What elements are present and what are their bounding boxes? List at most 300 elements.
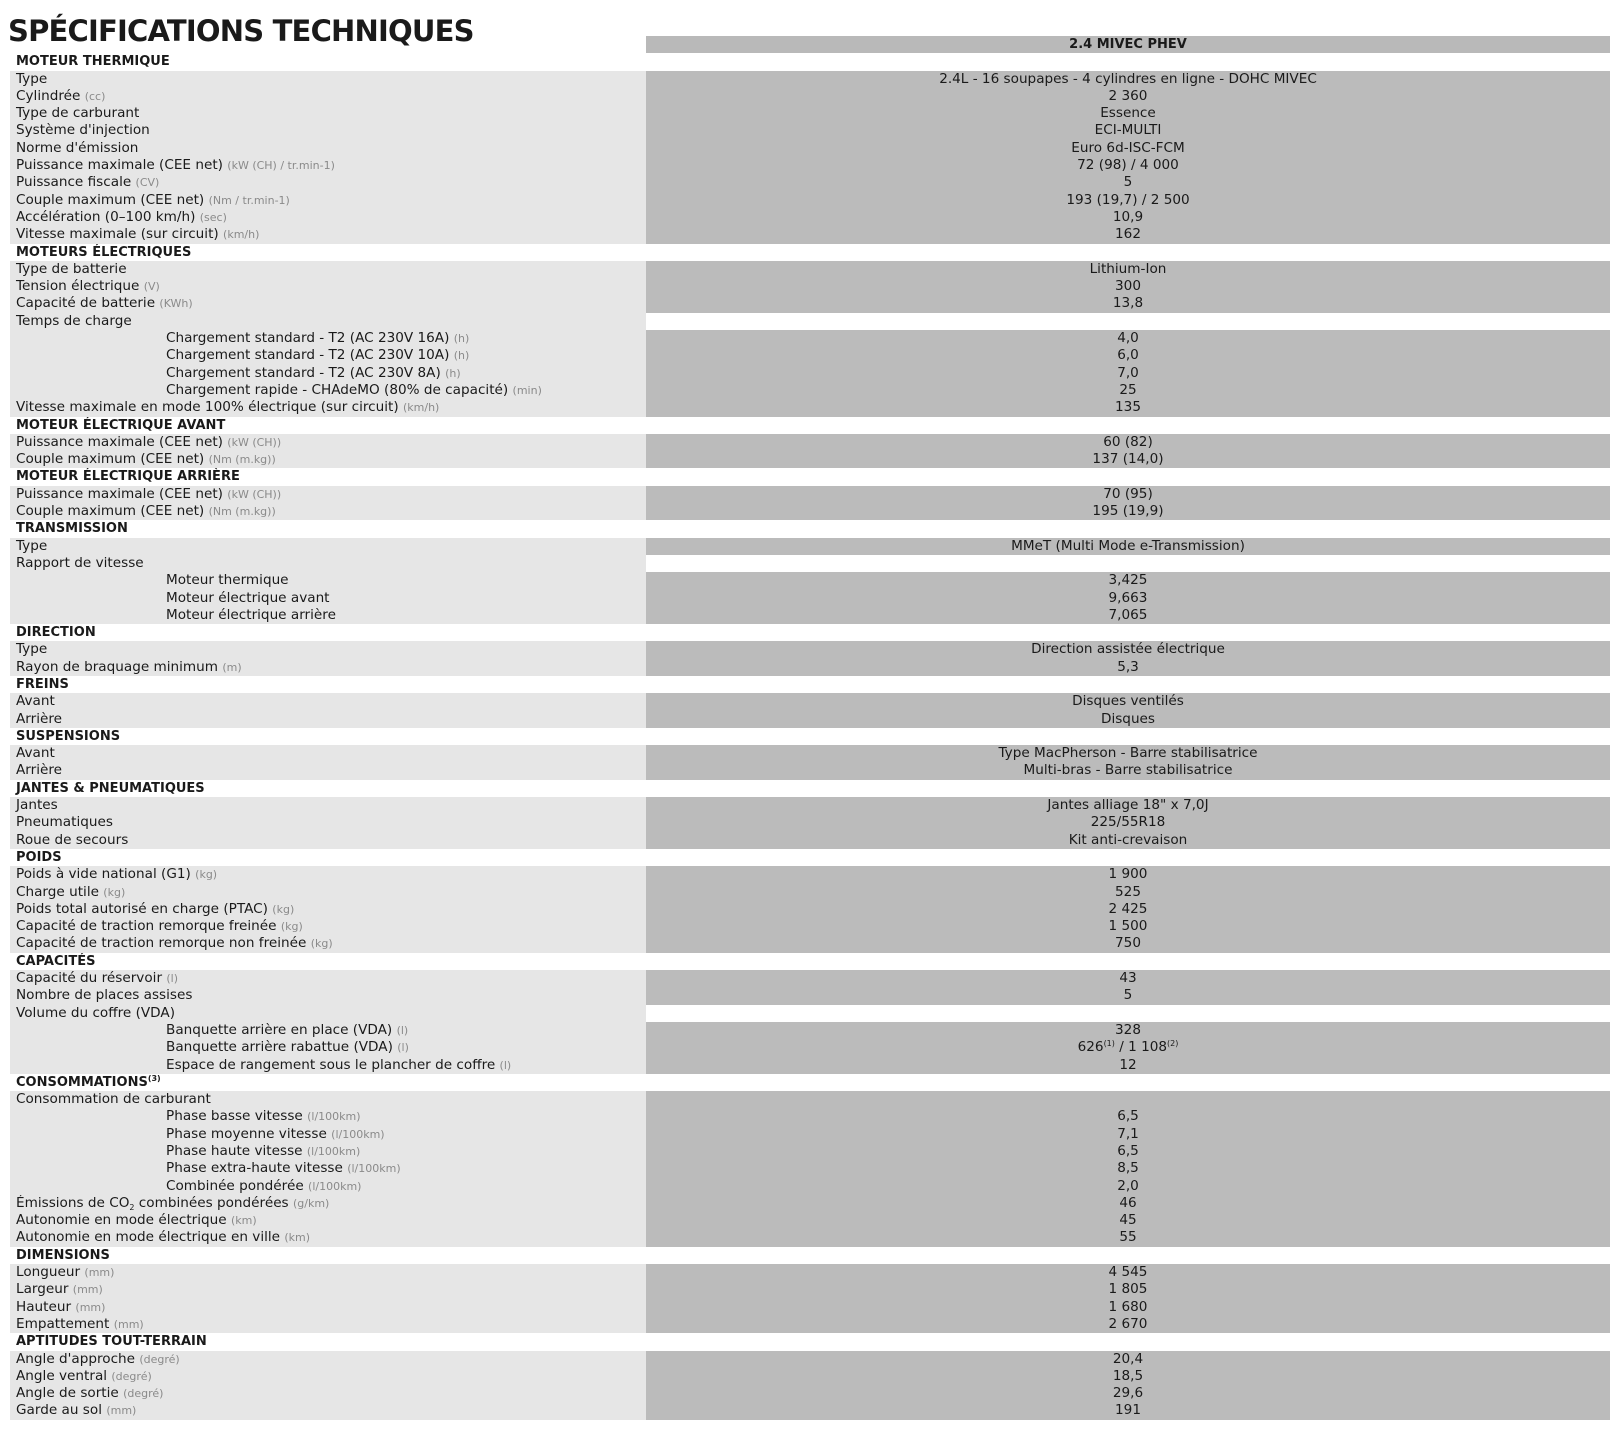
spec-label-text: Chargement rapide - CHAdeMO (80% de capacité)	[166, 381, 509, 398]
section-heading	[10, 953, 1610, 970]
section-label	[10, 53, 646, 70]
spec-value-text: 55	[1119, 1229, 1137, 1246]
spec-row	[10, 935, 1610, 952]
section-label	[10, 676, 646, 693]
spec-label	[10, 451, 646, 468]
spec-value-text: 3,425	[1108, 572, 1148, 589]
spec-value	[646, 1212, 1610, 1229]
spec-label	[10, 140, 646, 157]
spec-row	[10, 71, 1610, 88]
spec-row	[10, 1229, 1610, 1246]
spec-value-text: Essence	[1100, 105, 1156, 122]
spec-value-text: 7,065	[1108, 606, 1148, 623]
spec-label	[10, 572, 646, 589]
spec-row	[10, 762, 1610, 779]
spec-value	[646, 1143, 1610, 1160]
spec-label-text: Phase haute vitesse	[166, 1143, 303, 1159]
spec-label-text: Type de carburant	[16, 105, 140, 122]
spec-row	[10, 797, 1610, 814]
spec-value	[646, 901, 1610, 918]
spec-value-text: 5	[1123, 174, 1133, 191]
spec-row	[10, 105, 1610, 122]
section-title: MOTEUR ÉLECTRIQUE AVANT	[16, 417, 226, 433]
spec-row	[10, 884, 1610, 901]
section-heading	[10, 244, 1610, 261]
spec-label	[10, 866, 646, 883]
unit-label: (g/km)	[292, 1196, 330, 1210]
spec-label	[10, 745, 646, 762]
spec-value-text: 2.4L - 16 soupapes - 4 cylindres en ligne - DOHC MIVEC	[939, 70, 1317, 87]
spec-value-text: 43	[1119, 970, 1137, 987]
spec-value	[646, 693, 1610, 710]
spec-label-text: Roue de secours	[16, 831, 129, 848]
spec-row	[10, 572, 1610, 589]
spec-row	[10, 503, 1610, 520]
unit-label: (l)	[499, 1058, 512, 1072]
spec-value	[646, 1160, 1610, 1177]
spec-value	[646, 745, 1610, 762]
spec-row	[10, 1212, 1610, 1229]
spec-label-text: Capacité de traction remorque freinée	[16, 918, 277, 935]
spec-label-text: Rayon de braquage minimum	[16, 658, 219, 675]
unit-label: (km/h)	[223, 228, 260, 242]
spec-value-text: 191	[1115, 1402, 1141, 1419]
spec-value-text: 5,3	[1117, 658, 1139, 675]
spec-value-text: 10,9	[1112, 208, 1144, 225]
spec-value-text: 4 545	[1108, 1264, 1148, 1281]
spec-value-text: 626	[1077, 1039, 1104, 1056]
spec-value-text: Disques ventilés	[1072, 693, 1184, 710]
spec-row	[10, 641, 1610, 658]
spec-value-text: Disques	[1100, 710, 1156, 727]
spec-label-text: Système d'injection	[16, 122, 150, 139]
spec-value-text: 7,0	[1117, 364, 1139, 381]
spec-label-text: Largeur	[16, 1281, 69, 1298]
unit-label: (kg)	[272, 902, 295, 916]
spec-label-text: Puissance maximale (CEE net)	[16, 433, 223, 450]
spec-value	[646, 572, 1610, 589]
spec-row	[10, 1351, 1610, 1368]
spec-value-text: ECI-MULTI	[1094, 122, 1162, 139]
spec-label-text: combinées pondérées	[134, 1194, 289, 1211]
section-title: POIDS	[16, 849, 62, 865]
spec-label	[10, 832, 646, 849]
spec-value-text: Euro 6d-ISC-FCM	[1071, 139, 1185, 156]
unit-label: (kW (CH))	[227, 435, 282, 449]
footnote-ref: (2)	[1167, 1039, 1179, 1049]
spec-value	[646, 607, 1610, 624]
spec-row	[10, 555, 1610, 572]
spec-value	[646, 451, 1610, 468]
spec-row	[10, 1402, 1610, 1419]
spec-row	[10, 122, 1610, 139]
spec-value	[646, 192, 1610, 209]
spec-label	[10, 399, 646, 416]
spec-row	[10, 711, 1610, 728]
spec-value	[646, 1057, 1610, 1074]
spec-value-text: 328	[1115, 1021, 1141, 1038]
spec-row	[10, 607, 1610, 624]
spec-value	[646, 1281, 1610, 1298]
spec-value-text: 193 (19,7) / 2 500	[1066, 191, 1190, 208]
unit-label: (Nm (m.kg))	[208, 453, 276, 467]
spec-value-text: 137 (14,0)	[1092, 451, 1164, 468]
spec-label-text: Moteur thermique	[166, 572, 289, 589]
spec-value	[646, 659, 1610, 676]
section-heading	[10, 1333, 1610, 1350]
spec-value	[646, 762, 1610, 779]
spec-label	[10, 1212, 646, 1229]
spec-row	[10, 1022, 1610, 1039]
unit-label: (kW (CH) / tr.min-1)	[227, 159, 335, 173]
section-spacer	[646, 520, 1610, 537]
section-title: TRANSMISSION	[16, 521, 128, 537]
spec-label-text: Angle de sortie	[16, 1385, 119, 1402]
spec-value-text: 18,5	[1112, 1367, 1144, 1384]
spec-value	[646, 122, 1610, 139]
spec-label	[10, 382, 646, 399]
spec-label-text: Banquette arrière en place (VDA)	[166, 1021, 393, 1038]
spec-label-text: Charge utile	[16, 883, 99, 900]
spec-value-text: 1 500	[1108, 918, 1148, 935]
spec-label	[10, 71, 646, 88]
spec-row	[10, 1057, 1610, 1074]
unit-label: (kW (CH))	[227, 487, 282, 501]
section-spacer	[646, 468, 1610, 485]
spec-label-text: Tension électrique	[16, 278, 140, 295]
spec-value	[646, 590, 1610, 607]
spec-label	[10, 1195, 646, 1212]
spec-value	[646, 1264, 1610, 1281]
spec-label	[10, 797, 646, 814]
section-heading	[10, 468, 1610, 485]
spec-label	[10, 590, 646, 607]
section-title: MOTEUR THERMIQUE	[16, 54, 170, 70]
spec-label	[10, 434, 646, 451]
unit-label: (l)	[397, 1041, 409, 1055]
spec-row	[10, 1091, 1610, 1108]
unit-label: (min)	[512, 383, 542, 397]
spec-value	[646, 486, 1610, 503]
spec-label	[10, 1385, 646, 1402]
spec-label-text: Jantes	[16, 797, 58, 814]
spec-value	[646, 918, 1610, 935]
spec-value	[646, 503, 1610, 520]
spec-value	[646, 209, 1610, 226]
spec-row	[10, 590, 1610, 607]
spec-row	[10, 1385, 1610, 1402]
spec-label	[10, 1057, 646, 1074]
spec-label-text: Émissions de CO	[16, 1194, 130, 1211]
spec-value	[646, 365, 1610, 382]
spec-row	[10, 987, 1610, 1004]
section-label	[10, 849, 646, 866]
spec-label	[10, 659, 646, 676]
spec-label	[10, 555, 646, 572]
section-label	[10, 244, 646, 261]
spec-value-text: 195 (19,9)	[1092, 503, 1164, 520]
spec-label	[10, 1005, 646, 1022]
section-label	[10, 1333, 646, 1350]
subscript: 2	[129, 1202, 135, 1212]
spec-value	[646, 226, 1610, 243]
spec-row	[10, 901, 1610, 918]
spec-label-text: Capacité de batterie	[16, 295, 156, 312]
spec-label-text: Empattement	[16, 1315, 110, 1332]
section-label	[10, 624, 646, 641]
section-label	[10, 520, 646, 537]
section-label	[10, 1247, 646, 1264]
spec-value-text: 8,5	[1117, 1160, 1139, 1177]
spec-row	[10, 365, 1610, 382]
spec-value	[646, 1229, 1610, 1246]
spec-label	[10, 486, 646, 503]
spec-value-text: 12	[1119, 1056, 1137, 1073]
spec-label	[10, 884, 646, 901]
section-label	[10, 728, 646, 745]
spec-row	[10, 866, 1610, 883]
spec-label	[10, 1281, 646, 1298]
spec-value-text: 2 425	[1108, 900, 1148, 917]
spec-row	[10, 1178, 1610, 1195]
unit-label: (mm)	[72, 1283, 103, 1297]
spec-label	[10, 192, 646, 209]
spec-value	[646, 555, 1610, 572]
spec-row	[10, 1160, 1610, 1177]
spec-value-text: 225/55R18	[1090, 814, 1166, 831]
spec-value	[646, 987, 1610, 1004]
section-spacer	[646, 849, 1610, 866]
spec-label	[10, 1160, 646, 1177]
spec-row	[10, 140, 1610, 157]
spec-value	[646, 1402, 1610, 1419]
unit-label: (km/h)	[402, 401, 440, 415]
spec-value	[646, 1091, 1610, 1108]
spec-value-text: 2,0	[1117, 1177, 1139, 1194]
spec-label-text: Moteur électrique arrière	[166, 606, 336, 623]
spec-row	[10, 399, 1610, 416]
section-spacer	[646, 676, 1610, 693]
spec-value	[646, 538, 1610, 555]
spec-row	[10, 261, 1610, 278]
unit-label: (m)	[222, 660, 242, 674]
unit-label: (cc)	[84, 89, 106, 103]
spec-row	[10, 538, 1610, 555]
spec-row	[10, 832, 1610, 849]
spec-label-text: Pneumatiques	[16, 814, 113, 831]
section-spacer	[646, 728, 1610, 745]
spec-value	[646, 88, 1610, 105]
spec-label	[10, 261, 646, 278]
unit-label: (h)	[453, 349, 470, 363]
spec-value-text: Lithium-Ion	[1089, 260, 1167, 277]
spec-label	[10, 278, 646, 295]
section-heading	[10, 624, 1610, 641]
unit-label: (l/100km)	[331, 1127, 385, 1141]
unit-label: (l/100km)	[306, 1145, 361, 1158]
spec-value	[646, 313, 1610, 330]
spec-label-text: Moteur électrique avant	[166, 589, 330, 606]
spec-label-text: Accélération (0–100 km/h)	[16, 208, 196, 225]
spec-label	[10, 538, 646, 555]
spec-label-text: Poids à vide national (G1)	[16, 866, 191, 883]
spec-label	[10, 1143, 646, 1160]
unit-label: (mm)	[75, 1300, 106, 1314]
spec-row	[10, 209, 1610, 226]
spec-label	[10, 1039, 646, 1056]
spec-label	[10, 1368, 646, 1385]
section-heading	[10, 728, 1610, 745]
spec-value	[646, 295, 1610, 312]
spec-value	[646, 347, 1610, 364]
spec-label-text: Autonomie en mode électrique	[16, 1212, 227, 1229]
unit-label: (kg)	[195, 868, 218, 882]
spec-label-text: Type	[16, 537, 48, 554]
footnote-ref: (3)	[147, 1073, 161, 1083]
spec-value-text: Multi-bras - Barre stabilisatrice	[1023, 762, 1233, 779]
spec-row	[10, 1143, 1610, 1160]
spec-row	[10, 745, 1610, 762]
unit-label: (degré)	[139, 1352, 180, 1366]
section-title: MOTEURS ÉLECTRIQUES	[16, 244, 192, 260]
spec-value-text: 6,0	[1117, 347, 1139, 364]
spec-label	[10, 209, 646, 226]
spec-label	[10, 1108, 646, 1125]
unit-label: (Nm (m.kg))	[208, 505, 276, 519]
spec-value-text: 46	[1119, 1194, 1137, 1211]
spec-row	[10, 347, 1610, 364]
spec-row	[10, 382, 1610, 399]
spec-value	[646, 71, 1610, 88]
spec-label-text: Nombre de places assises	[16, 987, 193, 1004]
spec-value-text: 2 670	[1108, 1315, 1148, 1332]
spec-value	[646, 935, 1610, 952]
unit-label: (sec)	[199, 210, 227, 224]
spec-value-text: 1 805	[1108, 1281, 1148, 1298]
unit-label: (h)	[453, 332, 470, 346]
section-heading	[10, 53, 1610, 70]
spec-value-text: 25	[1119, 381, 1137, 398]
spec-value-text: Direction assistée électrique	[1031, 641, 1225, 658]
unit-label: (degré)	[123, 1387, 164, 1401]
spec-value	[646, 711, 1610, 728]
unit-label: (KWh)	[159, 297, 193, 311]
spec-label-text: Capacité de traction remorque non freinée	[16, 935, 307, 952]
unit-label: (mm)	[113, 1317, 144, 1331]
spec-label-text: Espace de rangement sous le plancher de coffre	[166, 1056, 496, 1073]
unit-label: (l/100km)	[347, 1162, 401, 1176]
spec-value-text: 13,8	[1112, 295, 1144, 312]
spec-label	[10, 365, 646, 382]
spec-row	[10, 451, 1610, 468]
spec-value-text: Type MacPherson - Barre stabilisatrice	[998, 745, 1258, 762]
spec-value-text: 20,4	[1112, 1350, 1144, 1367]
spec-value	[646, 1108, 1610, 1125]
spec-value	[646, 884, 1610, 901]
spec-label	[10, 88, 646, 105]
spec-value	[646, 1178, 1610, 1195]
section-label	[10, 953, 646, 970]
spec-label	[10, 1229, 646, 1246]
spec-value-text: 4,0	[1117, 330, 1139, 347]
unit-label: (mm)	[84, 1266, 115, 1280]
spec-label	[10, 762, 646, 779]
spec-label-text: Volume du coffre (VDA)	[16, 1004, 176, 1021]
spec-label-text: Phase extra-haute vitesse	[166, 1160, 343, 1177]
section-heading	[10, 520, 1610, 537]
unit-label: (kg)	[103, 885, 126, 899]
spec-label	[10, 1316, 646, 1333]
spec-label	[10, 1264, 646, 1281]
spec-value-text: 29,6	[1112, 1385, 1144, 1402]
spec-label-text: Couple maximum (CEE net)	[16, 191, 205, 208]
spec-row	[10, 918, 1610, 935]
spec-row	[10, 659, 1610, 676]
spec-label	[10, 174, 646, 191]
spec-label-text: Angle ventral	[16, 1367, 108, 1384]
spec-label-text: Hauteur	[16, 1298, 72, 1315]
spec-row	[10, 1264, 1610, 1281]
spec-value	[646, 434, 1610, 451]
spec-label	[10, 1402, 646, 1419]
spec-value	[646, 278, 1610, 295]
section-spacer	[646, 417, 1610, 434]
spec-label	[10, 313, 646, 330]
spec-value-text: 162	[1115, 226, 1141, 243]
section-title: DIRECTION	[16, 625, 96, 641]
spec-row	[10, 278, 1610, 295]
spec-value	[646, 140, 1610, 157]
spec-label	[10, 1299, 646, 1316]
section-spacer	[646, 53, 1610, 70]
section-heading	[10, 1247, 1610, 1264]
spec-value	[646, 1022, 1610, 1039]
section-spacer	[646, 624, 1610, 641]
spec-row	[10, 814, 1610, 831]
spec-row	[10, 157, 1610, 174]
spec-label	[10, 607, 646, 624]
spec-row	[10, 313, 1610, 330]
spec-label-text: Poids total autorisé en charge (PTAC)	[16, 900, 268, 917]
spec-label-text: Chargement standard - T2 (AC 230V 8A)	[166, 364, 441, 381]
spec-value	[646, 1005, 1610, 1022]
spec-value	[646, 641, 1610, 658]
spec-value	[646, 1039, 1610, 1056]
spec-label-text: Vitesse maximale (sur circuit)	[16, 226, 219, 243]
spec-value-text: 60 (82)	[1103, 433, 1153, 450]
spec-label	[10, 226, 646, 243]
spec-label	[10, 1022, 646, 1039]
spec-row	[10, 1108, 1610, 1125]
unit-label: (l)	[396, 1023, 409, 1037]
spec-label	[10, 157, 646, 174]
spec-label	[10, 1126, 646, 1143]
spec-row	[10, 1316, 1610, 1333]
spec-label	[10, 1178, 646, 1195]
spec-row	[10, 1368, 1610, 1385]
spec-value	[646, 174, 1610, 191]
spec-value-text: 45	[1119, 1212, 1137, 1229]
spec-label-text: Chargement standard - T2 (AC 230V 16A)	[166, 330, 450, 347]
spec-value-text: 525	[1115, 883, 1141, 900]
spec-value	[646, 866, 1610, 883]
spec-value	[646, 832, 1610, 849]
unit-label: (mm)	[106, 1404, 137, 1418]
spec-label-text: Chargement standard - T2 (AC 230V 10A)	[166, 347, 450, 364]
spec-label-text: Angle d'approche	[16, 1350, 136, 1367]
spec-label	[10, 918, 646, 935]
spec-value-text: 750	[1115, 935, 1141, 952]
